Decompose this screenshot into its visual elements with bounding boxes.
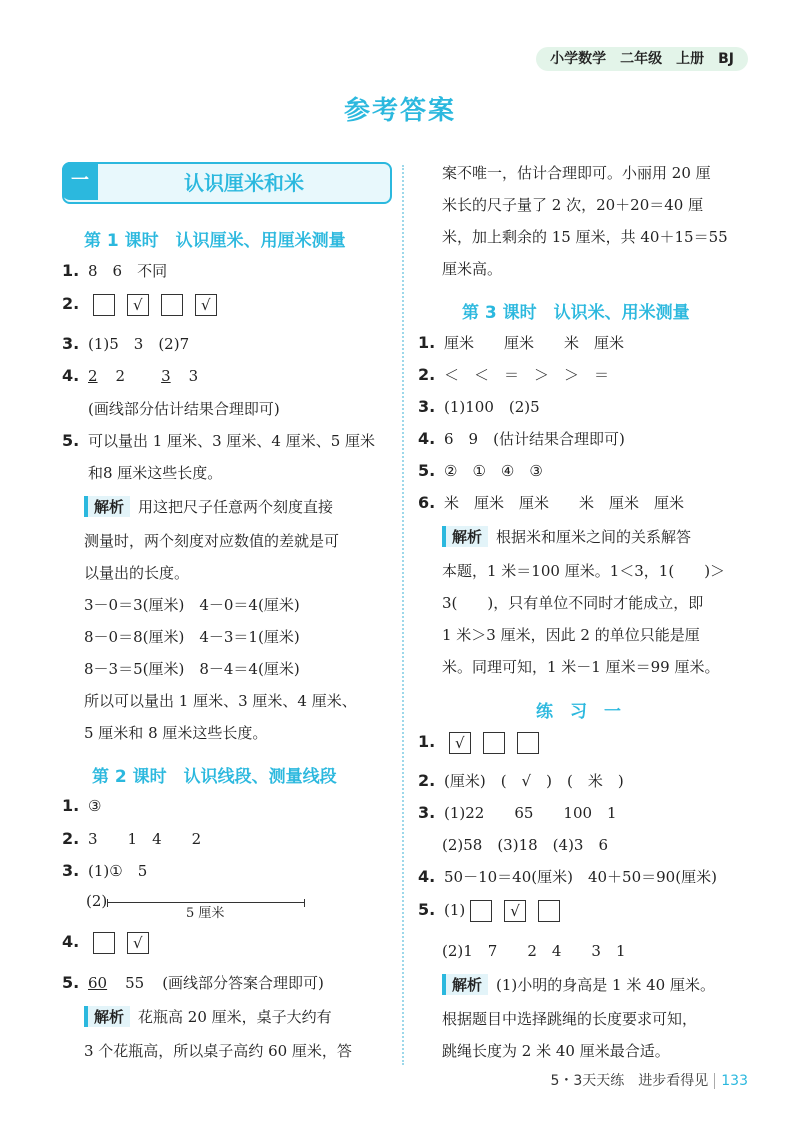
p-answer-5: 5. (1) √: [418, 900, 572, 922]
underlined-value: 3: [161, 367, 171, 385]
analysis-1-line4: 所以可以量出 1 厘米、3 厘米、4 厘米、: [84, 692, 357, 710]
value: 55: [125, 974, 145, 992]
answer-box: √: [504, 900, 526, 922]
analysis-4-line2: 根据题目中选择跳绳的长度要求可知，: [442, 1010, 698, 1028]
answer-text: (1)① 5: [88, 862, 148, 880]
l2-answer-2: 2. 3 1 4 2: [62, 829, 202, 848]
l2-answer-3: 3. (1)① 5: [62, 861, 148, 880]
analysis-3-line5: 米。同理可知，1 米－1 厘米＝99 厘米。: [442, 658, 720, 676]
answer-box: [470, 900, 492, 922]
answer-box: [161, 294, 183, 316]
column-divider: [402, 165, 404, 1065]
answer-5: 5. 可以量出 1 厘米、3 厘米、4 厘米、5 厘米: [62, 431, 376, 450]
analysis-2-line2: 3 个花瓶高，所以桌子高约 60 厘米，答: [84, 1042, 352, 1060]
analysis-3-line2: 本题，1 米＝100 厘米。1＜3，1( )＞: [442, 562, 726, 580]
answer-box: [538, 900, 560, 922]
answer-text: (厘米) ( √ ) ( 米 ): [444, 772, 624, 790]
answer-note: (画线部分答案合理即可): [162, 974, 324, 992]
underlined-value: 2: [88, 367, 98, 385]
p-answer-2: 2. (厘米) ( √ ) ( 米 ): [418, 771, 624, 790]
lesson-2-heading: 第 2 课时 认识线段、测量线段: [92, 767, 337, 787]
continued-line-4: 厘米高。: [442, 260, 503, 278]
answer-text: 3 1 4 2: [88, 830, 202, 848]
sub-label: (2): [86, 892, 108, 910]
page-number: 133: [714, 1073, 748, 1089]
analysis-2: [84, 1006, 332, 1027]
p-answer-4: 4. 50－10＝40(厘米) 40＋50＝90(厘米): [418, 867, 717, 886]
analysis-text: (1)小明的身高是 1 米 40 厘米。: [496, 976, 715, 994]
answer-box: √: [449, 732, 471, 754]
analysis-4: [442, 974, 715, 995]
answer-box: √: [195, 294, 217, 316]
unit-tag: 一: [62, 162, 98, 200]
analysis-text: 根据米和厘米之间的关系解答: [496, 528, 692, 546]
analysis-tag: 解析: [442, 526, 488, 547]
r-answer-4: 4. 6 9 (估计结果合理即可): [418, 429, 625, 448]
l2-answer-1: 1. ③: [62, 796, 102, 815]
answer-1: 1. 8 6 不同: [62, 261, 168, 280]
answer-4: 4. 2 2 3 3: [62, 366, 199, 385]
r-answer-6: 6. 米 厘米 厘米 米 厘米 厘米: [418, 493, 685, 512]
analysis-1-line5: 5 厘米和 8 厘米这些长度。: [84, 724, 268, 742]
r-answer-1: 1. 厘米 厘米 米 厘米: [418, 333, 625, 352]
l2-answer-5: 5. 60 55 (画线部分答案合理即可): [62, 973, 324, 992]
answer-box: [517, 732, 539, 754]
calc-line-3: 8－3＝5(厘米) 8－4＝4(厘米): [84, 660, 300, 678]
segment-length-label: 5 厘米: [186, 906, 225, 921]
analysis-1-line3: 以量出的长度。: [84, 564, 190, 582]
sub-label: (1): [444, 901, 466, 919]
p-answer-5-line2: (2)1 7 2 4 3 1: [442, 942, 626, 960]
r-answer-5: 5. ② ① ④ ③: [418, 461, 543, 480]
analysis-text: 花瓶高 20 厘米，桌子大约有: [138, 1008, 332, 1026]
calc-line-1: 3－0＝3(厘米) 4－0＝4(厘米): [84, 596, 300, 614]
answer-text: 50－10＝40(厘米) 40＋50＝90(厘米): [444, 868, 717, 886]
answer-box: √: [127, 294, 149, 316]
footer-brand: 5・3天天练 进步看得见: [550, 1073, 709, 1089]
unit-name: 认识厘米和米: [184, 171, 304, 195]
analysis-1: [84, 496, 333, 517]
answer-text: ② ① ④ ③: [444, 462, 543, 480]
analysis-3: [442, 526, 691, 547]
continued-line-3: 米，加上剩余的 15 厘米，共 40＋15＝55: [442, 228, 728, 246]
analysis-4-line3: 跳绳长度为 2 米 40 厘米最合适。: [442, 1042, 670, 1060]
analysis-3-line3: 3( )，只有单位不同时才能成立，即: [442, 594, 704, 612]
answer-text: ③: [88, 797, 102, 815]
answer-text: 米 厘米 厘米 米 厘米 厘米: [444, 494, 685, 512]
value: 2: [115, 367, 126, 385]
lesson-3-heading: 第 3 课时 认识米、用米测量: [462, 303, 690, 323]
answer-2: 2. √ √: [62, 294, 229, 316]
analysis-tag: 解析: [442, 974, 488, 995]
answer-text: (1)100 (2)5: [444, 398, 540, 416]
r-answer-2: 2. ＜ ＜ ＝ ＞ ＞ ＝: [418, 365, 610, 384]
continued-line-1: 案不唯一，估计合理即可。小丽用 20 厘: [442, 164, 711, 182]
continued-line-2: 米长的尺子量了 2 次，20＋20＝40 厘: [442, 196, 704, 214]
p-answer-3-line2: (2)58 (3)18 (4)3 6: [442, 836, 609, 854]
answer-text: 6 9 (估计结果合理即可): [444, 430, 625, 448]
answer-text: 8 6 不同: [88, 262, 168, 280]
analysis-tag: 解析: [84, 496, 130, 517]
answer-text: 厘米 厘米 米 厘米: [444, 334, 625, 352]
answer-5-line2: 和8 厘米这些长度。: [88, 464, 223, 482]
answer-box: [93, 932, 115, 954]
answer-text: ＜ ＜ ＝ ＞ ＞ ＝: [444, 366, 610, 384]
analysis-3-line4: 1 米＞3 厘米，因此 2 的单位只能是厘: [442, 626, 700, 644]
analysis-1-line2: 测量时，两个刻度对应数值的差就是可: [84, 532, 340, 550]
unit-banner: [62, 162, 392, 204]
answer-text: (1)22 65 100 1: [444, 804, 617, 822]
lesson-1-heading: 第 1 课时 认识厘米、用厘米测量: [84, 231, 346, 251]
l2-answer-4: 4. √: [62, 932, 161, 954]
value: 3: [188, 367, 199, 385]
answer-box: [483, 732, 505, 754]
practice-heading: 练 习 一: [536, 702, 621, 722]
calc-line-2: 8－0＝8(厘米) 4－3＝1(厘米): [84, 628, 300, 646]
analysis-tag: 解析: [84, 1006, 130, 1027]
answer-text: 可以量出 1 厘米、3 厘米、4 厘米、5 厘米: [88, 432, 376, 450]
underlined-value: 60: [88, 974, 108, 992]
answer-box: [93, 294, 115, 316]
header-badge: 小学数学 二年级 上册 BJ: [536, 47, 748, 71]
analysis-text: 用这把尺子任意两个刻度直接: [138, 498, 334, 516]
answer-4-note: (画线部分估计结果合理即可): [88, 400, 280, 418]
r-answer-3: 3. (1)100 (2)5: [418, 397, 540, 416]
answer-box: √: [127, 932, 149, 954]
answer-text: (1)5 3 (2)7: [88, 335, 190, 353]
p-answer-3: 3. (1)22 65 100 1: [418, 803, 617, 822]
answer-3: 3. (1)5 3 (2)7: [62, 334, 190, 353]
page-title: 参考答案: [343, 96, 456, 126]
p-answer-1: 1. √: [418, 732, 551, 754]
footer: [550, 1070, 748, 1090]
